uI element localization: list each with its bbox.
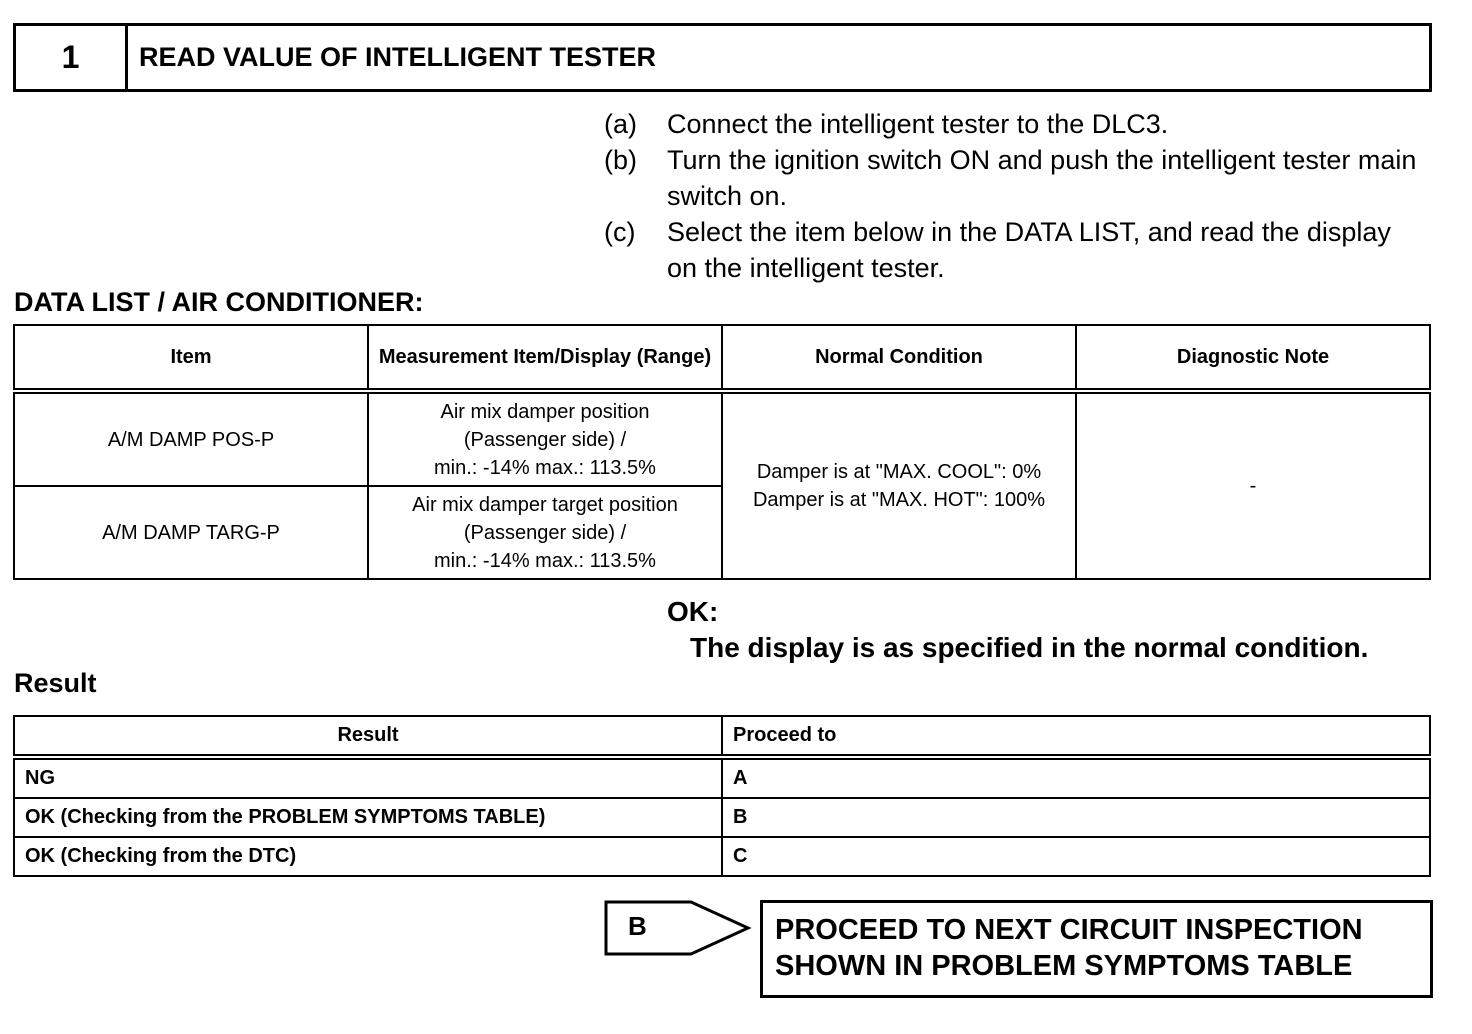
instruction-marker: (c) — [604, 217, 636, 247]
measurement-line: min.: -14% max.: 113.5% — [434, 549, 656, 572]
cell-result: NG — [14, 757, 722, 798]
instruction-item — [604, 142, 1424, 214]
cell-item: A/M DAMP TARG-P — [14, 486, 368, 579]
measurement-line: Air mix damper position — [440, 400, 650, 423]
header-normal-condition: Normal Condition — [722, 325, 1076, 391]
instruction-list — [604, 106, 1424, 286]
arrow-letter: B — [628, 911, 647, 941]
instruction-marker: (a) — [604, 109, 637, 139]
header-proceed-to: Proceed to — [722, 716, 1430, 757]
step-title: READ VALUE OF INTELLIGENT TESTER — [139, 42, 657, 72]
cell-diagnostic-note: - — [1076, 391, 1430, 579]
measurement-line: min.: -14% max.: 113.5% — [434, 456, 656, 479]
measurement-line: Air mix damper target position — [412, 493, 678, 516]
instruction-item — [604, 214, 1424, 286]
cell-result: OK (Checking from the PROBLEM SYMPTOMS TABLE) — [14, 798, 722, 837]
measurement-line: (Passenger side) / — [463, 521, 627, 544]
table-header-row — [14, 716, 1430, 757]
instruction-text: Connect the intelligent tester to the DLC3. — [667, 109, 1169, 139]
cell-normal-condition — [722, 391, 1076, 579]
header-item: Item — [14, 325, 368, 391]
instruction-text: Select the item below in the DATA LIST, and read the display on the intelligent tester. — [667, 217, 1391, 283]
cell-proceed: A — [722, 757, 1430, 798]
ok-label: OK: — [667, 596, 719, 627]
result-table — [13, 715, 1431, 877]
cell-proceed: C — [722, 837, 1430, 876]
arrow-pentagon-icon — [604, 899, 752, 957]
next-step-line: PROCEED TO NEXT CIRCUIT INSPECTION — [775, 914, 1363, 946]
table-row — [14, 757, 1430, 798]
condition-line: Damper is at "MAX. COOL": 0% — [756, 461, 1042, 483]
instruction-item — [604, 106, 1424, 142]
cell-item: A/M DAMP POS-P — [14, 391, 368, 486]
instruction-marker: (b) — [604, 145, 637, 175]
cell-proceed: B — [722, 798, 1430, 837]
step-number: 1 — [16, 26, 128, 89]
table-row — [14, 391, 1430, 486]
table-row — [14, 837, 1430, 876]
cell-result: OK (Checking from the DTC) — [14, 837, 722, 876]
ok-text: The display is as specified in the normal condition. — [690, 632, 1369, 663]
header-result: Result — [14, 716, 722, 757]
header-diagnostic-note: Diagnostic Note — [1076, 325, 1430, 391]
data-list-table — [13, 324, 1431, 580]
table-row — [14, 798, 1430, 837]
condition-line: Damper is at "MAX. HOT": 100% — [752, 489, 1046, 511]
instruction-text: Turn the ignition switch ON and push the intelligent tester main switch on. — [667, 145, 1417, 211]
next-step-line: SHOWN IN PROBLEM SYMPTOMS TABLE — [775, 950, 1353, 982]
cell-measurement — [368, 486, 722, 579]
measurement-line: (Passenger side) / — [463, 428, 627, 451]
header-measurement: Measurement Item/Display (Range) — [368, 325, 722, 391]
data-list-title: DATA LIST / AIR CONDITIONER: — [14, 287, 424, 317]
table-header-row — [14, 325, 1430, 391]
step-header — [13, 23, 1432, 92]
result-title: Result — [14, 668, 97, 698]
cell-measurement — [368, 391, 722, 486]
next-step-box — [760, 900, 1433, 998]
